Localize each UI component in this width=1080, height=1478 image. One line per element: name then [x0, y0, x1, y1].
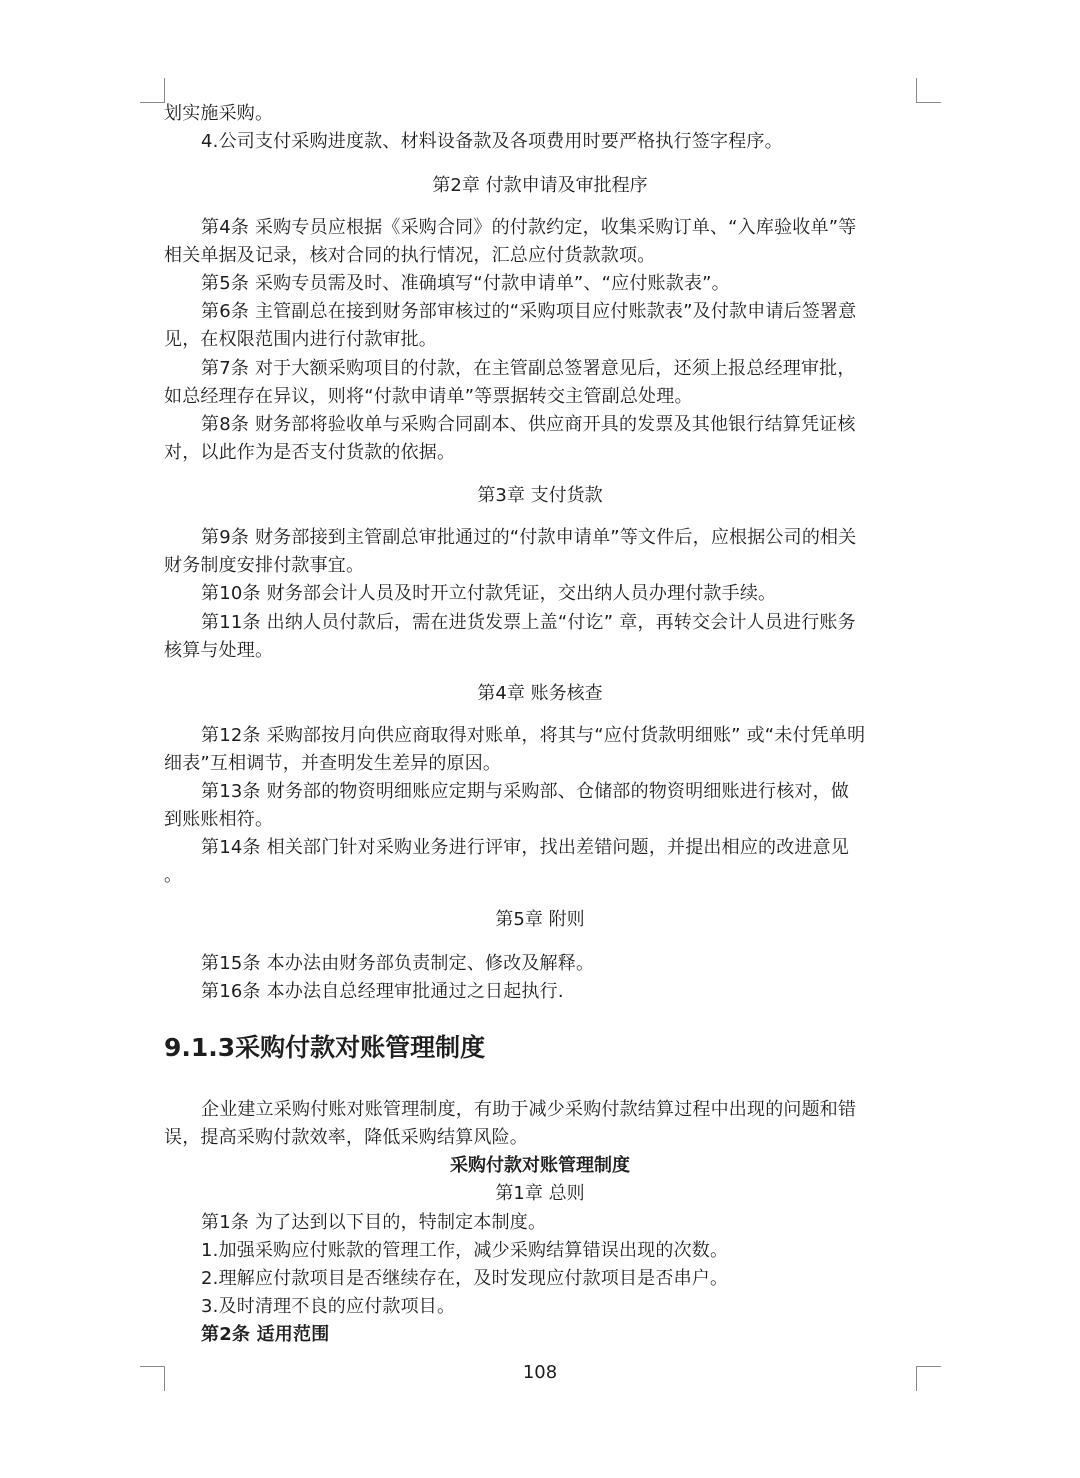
list-item: 1.加强采购应付账款的管理工作，减少采购结算错误出现的次数。: [201, 1240, 729, 1261]
chapter-5-title: 第5章 附则: [495, 909, 585, 930]
article-7-line-2: 如总经理存在异议，则将“付款申请单”等票据转交主管副总处理。: [164, 386, 693, 407]
section-heading: 9.1.3采购付款对账管理制度: [164, 1033, 486, 1062]
article-11-line-1: 第11条 出纳人员付款后，需在进货发票上盖“付讫” 章，再转交会计人员进行账务: [201, 612, 856, 633]
chapter-4-title: 第4章 账务核查: [477, 683, 603, 704]
article-12-line-1: 第12条 采购部按月向供应商取得对账单，将其与“应付货款明细账” 或“未付凭单明: [201, 725, 866, 746]
crop-mark-top-left: [140, 78, 165, 103]
article-14-line-1: 第14条 相关部门针对采购业务进行评审，找出差错问题，并提出相应的改进意见: [201, 837, 850, 858]
chapter-1-title: 第1章 总则: [495, 1183, 585, 1204]
article-6-line-1: 第6条 主管副总在接到财务部审核过的“采购项目应付账款表”及付款申请后签署意: [201, 301, 857, 322]
article-9-line-1: 第9条 财务部接到主管副总审批通过的“付款申请单”等文件后，应根据公司的相关: [201, 527, 857, 548]
article-13-line-2: 到账账相符。: [164, 809, 274, 830]
intro-line-2: 误，提高采购付款效率，降低采购结算风险。: [164, 1127, 528, 1148]
crop-mark-bottom-left: [140, 1366, 165, 1391]
intro-line-1: 企业建立采购付账对账管理制度，有助于减少采购付款结算过程中出现的问题和错: [201, 1099, 857, 1120]
article-14-line-2: 。: [164, 865, 183, 886]
chapter-3-title: 第3章 支付货款: [477, 485, 603, 506]
paragraph-line: 划实施采购。: [164, 103, 274, 124]
article-4-line-1: 第4条 采购专员应根据《采购合同》的付款约定，收集采购订单、“入库验收单”等: [201, 217, 857, 238]
article-11-line-2: 核算与处理。: [164, 640, 274, 661]
article-12-line-2: 细表”互相调节，并查明发生差异的原因。: [164, 753, 502, 774]
list-item: 3.及时清理不良的应付款项目。: [201, 1296, 456, 1317]
article-6-line-2: 见，在权限范围内进行付款审批。: [164, 329, 437, 350]
article-8-line-2: 对，以此作为是否支付货款的依据。: [164, 442, 456, 463]
article-9-line-2: 财务制度安排付款事宜。: [164, 555, 365, 576]
chapter-2-title: 第2章 付款申请及审批程序: [432, 175, 648, 196]
list-item: 2.理解应付款项目是否继续存在，及时发现应付款项目是否串户。: [201, 1268, 729, 1289]
page-number: 108: [522, 1362, 558, 1383]
article-16: 第16条 本办法自总经理审批通过之日起执行.: [201, 981, 564, 1002]
article-8-line-1: 第8条 财务部将验收单与采购合同副本、供应商开具的发票及其他银行结算凭证核: [201, 414, 856, 435]
crop-mark-bottom-right: [916, 1366, 941, 1391]
article-2-heading: 第2条 适用范围: [201, 1324, 330, 1345]
article-4-line-2: 相关单据及记录，核对合同的执行情况，汇总应付货款款项。: [164, 245, 656, 266]
article-7-line-1: 第7条 对于大额采购项目的付款，在主管副总签署意见后，还须上报总经理审批，: [201, 358, 856, 379]
article-13-line-1: 第13条 财务部的物资明细账应定期与采购部、仓储部的物资明细账进行核对，做: [201, 781, 850, 802]
article-15: 第15条 本办法由财务部负责制定、修改及解释。: [201, 953, 595, 974]
article-1: 第1条 为了达到以下目的，特制定本制度。: [201, 1212, 547, 1233]
article-5: 第5条 采购专员需及时、准确填写“付款申请单”、“应付账款表”。: [201, 273, 730, 294]
document-title: 采购付款对账管理制度: [450, 1155, 630, 1176]
crop-mark-top-right: [916, 78, 941, 103]
article-10: 第10条 财务部会计人员及时开立付款凭证，交出纳人员办理付款手续。: [201, 583, 777, 604]
paragraph-line: 4.公司支付采购进度款、材料设备款及各项费用时要严格执行签字程序。: [201, 131, 783, 152]
